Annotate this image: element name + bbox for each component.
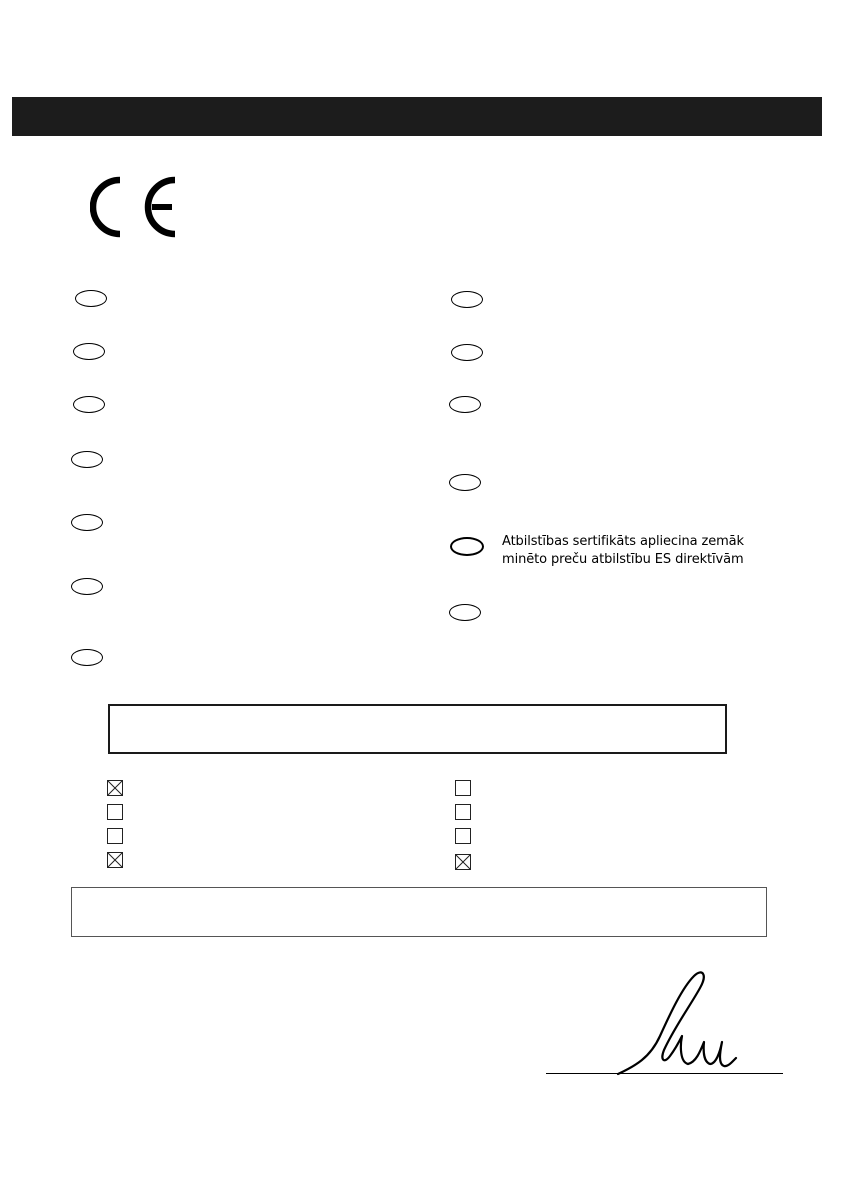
directive-checkbox[interactable] xyxy=(455,854,471,870)
standards-box xyxy=(71,887,767,937)
product-info-box xyxy=(108,704,727,754)
language-badge xyxy=(449,474,481,491)
header-bar xyxy=(12,97,822,136)
language-badge xyxy=(71,578,103,595)
language-badge xyxy=(449,396,481,413)
language-badge xyxy=(451,344,483,361)
directive-checkbox[interactable] xyxy=(107,780,123,796)
language-badge xyxy=(75,290,107,307)
checkbox-x-mark xyxy=(108,781,122,795)
lv-declaration-text: Atbilstības sertifikāts apliecina zemāk minēto preču atbilstību ES direktīvām xyxy=(502,534,744,567)
ce-mark-logo xyxy=(90,174,180,240)
handwritten-signature xyxy=(590,966,750,1078)
directive-checkbox[interactable] xyxy=(107,852,123,868)
language-badge xyxy=(71,451,103,468)
checkbox-x-mark xyxy=(456,855,470,869)
directive-checkbox[interactable] xyxy=(107,828,123,844)
checkbox-x-mark xyxy=(108,853,122,867)
language-badge xyxy=(451,291,483,308)
directive-checkbox[interactable] xyxy=(107,804,123,820)
language-badge xyxy=(71,649,103,666)
language-badge-lv xyxy=(450,537,484,556)
language-badge xyxy=(73,396,105,413)
language-badge xyxy=(73,343,105,360)
language-badge xyxy=(71,514,103,531)
directive-checkbox[interactable] xyxy=(455,804,471,820)
language-badge xyxy=(449,604,481,621)
directive-checkbox[interactable] xyxy=(455,780,471,796)
signature-line xyxy=(546,1073,783,1074)
directive-checkbox[interactable] xyxy=(455,828,471,844)
